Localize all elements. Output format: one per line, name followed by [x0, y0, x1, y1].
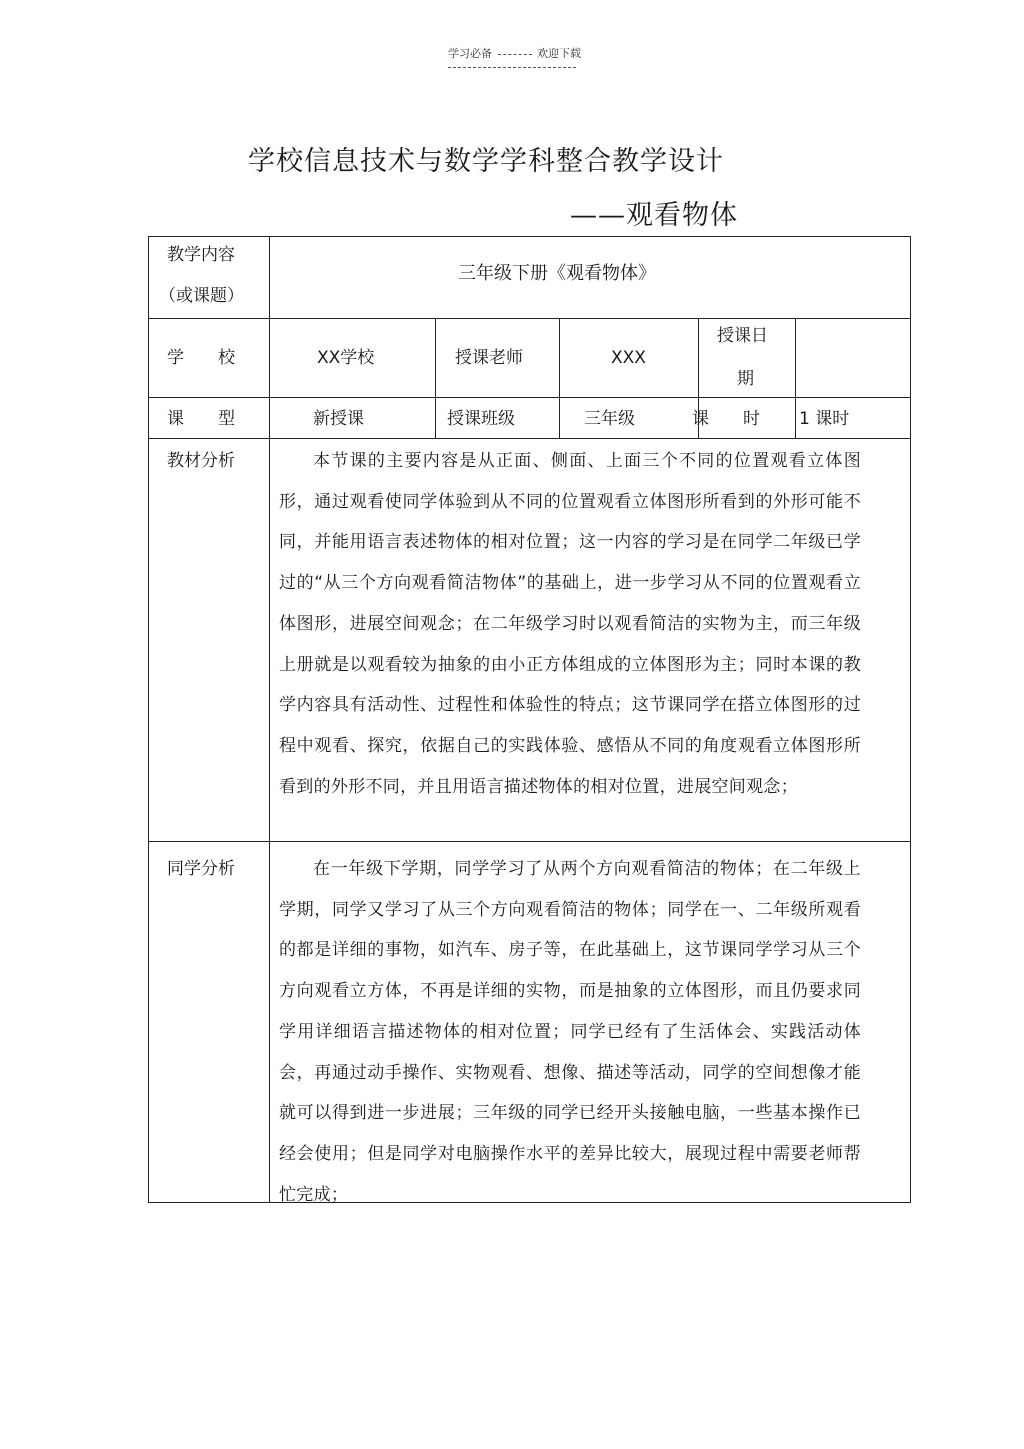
column-divider — [795, 318, 796, 438]
column-divider — [559, 318, 560, 438]
material-analysis-paragraph: 本节课的主要内容是从正面、侧面、上面三个不同的位置观看立体图形，通过观看使同学体验到从不同的位置观看立体图形所看到的外形可能不同，并能用语言表述物体的相对位置；这一内容的学习是在同学二年级已学过的“从三个方向观看简洁物体”的基础上，进一步学习从不同的位置观看立体图形，进展空间观念；在二年级学习时以观看简洁的实物为主，而三年级上册就是以观看较为抽象的由小正方体组成的立体图形为主；同时本课的教学内容具有活动性、过程性和体验性的特点；这节课同学在搭立体图形的过程中观看、探究，依据自己的实践体验、感悟从不同的角度观看立体图形所看到的外形不同，并且用语言描述物体的相对位置，进展空间观念； — [279, 451, 861, 797]
material-analysis-label: 教材分析 — [167, 451, 235, 471]
content-label-line2: （或课题） — [159, 286, 244, 306]
class-value: 三年级 — [584, 409, 635, 429]
type-value: 新授课 — [313, 409, 364, 429]
row-divider — [149, 438, 910, 439]
content-value: 三年级下册《观看物体》 — [458, 263, 656, 284]
school-label: 学 校 — [167, 348, 235, 368]
student-analysis-text — [279, 849, 861, 1215]
school-value: XX学校 — [317, 348, 375, 368]
page-header-note — [448, 45, 581, 68]
header-left-note: 学习必备 — [448, 47, 492, 60]
material-analysis-text — [279, 441, 861, 807]
teacher-label: 授课老师 — [455, 348, 523, 368]
type-label: 课 型 — [167, 409, 235, 429]
document-title: 学校信息技术与数学学科整合教学设计 — [248, 146, 724, 177]
lesson-plan-table — [148, 236, 911, 1203]
date-label-line1: 授课日 — [717, 326, 768, 346]
content-label-line1: 教学内容 — [167, 245, 235, 265]
student-analysis-paragraph: 在一年级下学期，同学学习了从两个方向观看简洁的物体；在二年级上学期，同学又学习了从三个方向观看简洁的物体；同学在一、二年级所观看的都是详细的事物，如汽车、房子等，在此基础上，这节课同学学习从三个方向观看立方体，不再是详细的实物，而是抽象的立体图形，而且仍要求同学用详细语言描述物体的相对位置；同学已经有了生活体会、实践活动体会，再通过动手操作、实物观看、想像、描述等活动，同学的空间想像才能就可以得到进一步进展；三年级的同学已经开头接触电脑，一些基本操作已经会使用；但是同学对电脑操作水平的差异比较大，展现过程中需要老师帮忙完成； — [279, 859, 861, 1205]
header-separator — [498, 54, 532, 55]
column-divider — [269, 237, 270, 1202]
row-divider — [149, 841, 910, 842]
column-divider — [435, 318, 436, 438]
document-subtitle: ——观看物体 — [570, 200, 738, 231]
hours-value: 1 课时 — [799, 409, 850, 429]
student-analysis-label: 同学分析 — [167, 859, 235, 879]
header-right-note: 欢迎下载 — [537, 47, 581, 60]
teacher-value: XXX — [611, 348, 646, 368]
hours-label: 课 时 — [692, 409, 760, 429]
date-label-line2: 期 — [737, 369, 754, 389]
class-label: 授课班级 — [447, 409, 515, 429]
